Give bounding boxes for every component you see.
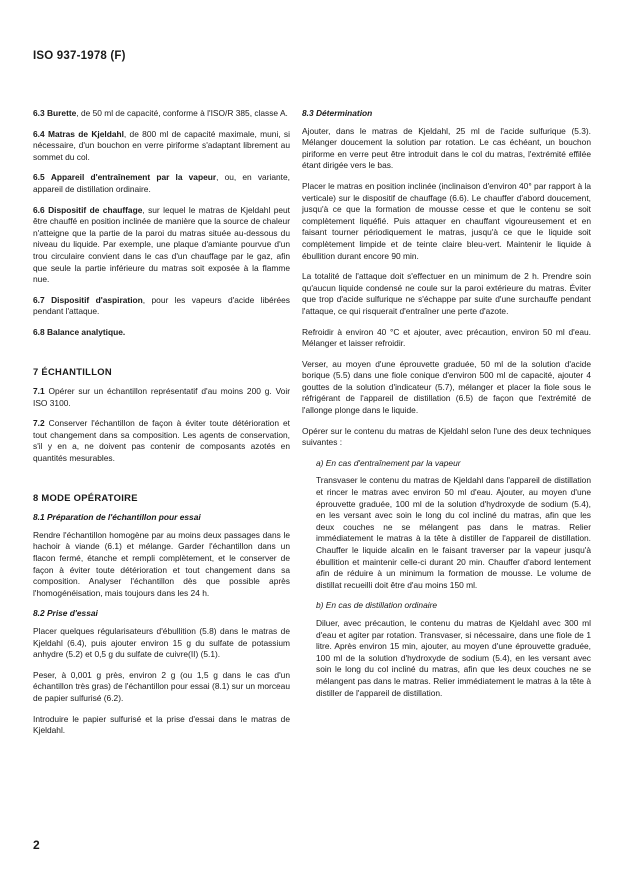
clause-number: 6.6 xyxy=(33,204,45,215)
clause-title: Dispositif d'aspiration xyxy=(51,294,143,305)
page-header: ISO 937-1978 (F) xyxy=(33,50,126,62)
clause-title: Burette xyxy=(46,108,77,118)
clause-text: , de 50 ml de capacité, conforme à l'ISO/R 385, classe A. xyxy=(76,108,288,118)
paragraph-8-3-2: Placer le matras en position inclinée (inclinaison d'environ 40° par rapport à la verticale) sur le dispositif de chauffage (6.6). Le chauffer d'abord doucement, jusqu'à ce que la formation de mousse cesse et que le contenu se soit complètement liquéfié. Puis attaquer en chauffant vigoureusement et en faisant tourner périodiquement le matras, jusqu'à ce que le liquide soit complètement limpide et de teinte claire bleu-vert. Maintenir le liquide à ébullition durant encore 90 min. xyxy=(302,180,591,261)
paragraph-8-3-3: La totalité de l'attaque doit s'effectuer en un minimum de 2 h. Prendre soin qu'aucun liquide condensé ne coule sur la paroi extérieure du matras. Éviter que trop d'acide sulfurique ne s'échappe par suite d'une surchauffe pendant l'attaque, ce qui risquerait d'entraîner une perte d'azote. xyxy=(302,271,591,316)
clause-number: 6.8 xyxy=(33,326,45,337)
clause-number: 7.1 xyxy=(33,386,45,397)
clause-text: , de 800 ml de capacité maximale, muni, si nécessaire, d'un bouchon en verre piriforme s'adaptant librement au sommet du col. xyxy=(33,128,290,162)
clause-text: , pour les vapeurs d'acide libérées pendant l'attaque. xyxy=(33,294,290,317)
section-heading-8: 8 MODE OPÉRATOIRE xyxy=(33,491,138,503)
clause-title: Balance analytique. xyxy=(46,326,126,337)
clause-text: , ou, en variante, appareil de distillation ordinaire. xyxy=(33,172,290,194)
paragraph-8-3-5: Verser, au moyen d'une éprouvette graduée, 50 ml de la solution d'acide borique (5.5) dans une fiole conique d'environ 500 ml de capacité, ajouter 4 gouttes de la solution d'indicateur (5.7), mélanger et placer la fiole sous le réfrigérant de l'appareil de distillation (6.5) de façon que l'extrémité de l'allonge plonge dans le liquide. xyxy=(302,358,591,416)
option-a-text: Transvaser le contenu du matras de Kjeldahl dans l'appareil de distillation et rincer le matras avec environ 50 ml d'eau. Ajouter, au moyen d'une éprouvette graduée, 100 ml de la solution d'hydroxyde de sodium (5.4), en les versant avec soin le long du col incliné du matras, afin que les deux couches ne se mélangent pas dans le matras. Relier immédiatement le matras à la tête à distiller de l'appareil de distillation. Chauffer le liquide alcalin en le faisant traverser par la vapeur jusqu'à ébullition et maintenir celle-ci durant 20 min. Chauffer d'abord lentement afin de réduire à un minimum la formation de mousse. Le volume de distillat recueilli doit être d'au moins 150 ml. xyxy=(316,475,591,590)
subsection-heading-8-1: 8.1 Préparation de l'échantillon pour essai xyxy=(33,512,201,523)
clause-text: Opérer sur un échantillon représentatif d'au moins 200 g. Voir ISO 3100. xyxy=(33,386,290,408)
clause-number: 6.3 xyxy=(33,108,45,118)
paragraph-7-2 xyxy=(33,418,290,464)
clause-title: Matras de Kjeldahl xyxy=(47,128,124,139)
subsection-heading-8-3: 8.3 Détermination xyxy=(302,108,373,118)
clause-text: , sur lequel le matras de Kjeldahl peut être chauffé en position inclinée de manière que la source de chaleur n'atteigne que la partie de la paroi du matras située au-dessous du niveau du liquide. Par exemple, une plaque d'amiante pourvue d'un trou circulaire convient dans le cas d'un chauffage par le gaz, afin que seule la partie inférieure du matras soit exposée à la flamme nue. xyxy=(33,204,291,285)
clause-text: Conserver l'échantillon de façon à éviter toute détérioration et tout changement dans sa composition. Les agents de conservation, s'il y en a, ne doivent pas contenir de composants azotés en quantités mesurables. xyxy=(33,418,290,464)
paragraph-7-1 xyxy=(33,386,290,409)
page-number: 2 xyxy=(33,838,40,852)
clause-number: 7.2 xyxy=(33,418,45,429)
paragraph-8-2-a: Placer quelques régularisateurs d'ébullition (5.8) dans le matras de Kjeldahl (6.4), puis ajouter environ 15 g du sulfate de potassium anhydre (5.2) et 0,5 g du sulfate de cuivre(II) (5.1). xyxy=(33,626,290,660)
paragraph-8-3-1: Ajouter, dans le matras de Kjeldahl, 25 ml de l'acide sulfurique (5.3). Mélanger doucement la solution par rotation. Le cas échéant, un bouchon piriforme en verre peut être introduit dans le col du matras, l'extrémité effilée étant dirigée vers le bas. xyxy=(302,125,591,171)
section-heading-7: 7 ÉCHANTILLON xyxy=(33,365,112,377)
paragraph-8-1: Rendre l'échantillon homogène par au moins deux passages dans le hachoir à viande (6.1) et mélange. Garder l'échantillon dans un flacon fermé, étanche et rempli complètement, et le conserver de façon à éviter toute détérioration et tout changement dans sa composition. Analyser l'échantillon dès que possible après l'homogénéisation, mais toujours dans les 24 h. xyxy=(33,529,290,598)
option-b-heading: b) En cas de distillation ordinaire xyxy=(316,600,438,611)
paragraph-8-3-6: Opérer sur le contenu du matras de Kjeldahl selon l'une des deux techniques suivantes : xyxy=(302,425,591,448)
right-column xyxy=(302,108,591,708)
subsection-heading-8-2: 8.2 Prise d'essai xyxy=(33,608,98,619)
paragraph-6-8 xyxy=(33,327,290,339)
paragraph-8-3-4: Refroidir à environ 40 °C et ajouter, avec précaution, environ 50 ml d'eau. Mélanger et laisser refroidir. xyxy=(302,326,591,349)
paragraph-6-7 xyxy=(33,295,290,318)
clause-number: 6.7 xyxy=(33,294,45,305)
clause-number: 6.4 xyxy=(33,128,45,139)
option-b-text: Diluer, avec précaution, le contenu du matras de Kjeldahl avec 300 ml d'eau et agiter par rotation. Transvaser, si nécessaire, dans une fiole de 1 litre. Après environ 15 min, ajouter, au moyen d'une éprouvette graduée, 100 ml de la solution d'hydroxyde de sodium (5.4), en les versant avec soin le long du col incliné du matras, afin que les deux couches ne se mélangent pas dans le matras. Relier immédiatement le matras à la tête à distiller de l'appareil de distillation. xyxy=(316,617,591,698)
clause-number: 6.5 xyxy=(33,172,45,183)
paragraph-6-6 xyxy=(33,205,290,286)
paragraph-6-4 xyxy=(33,129,290,164)
paragraph-6-5 xyxy=(33,172,290,195)
clause-title: Dispositif de chauffage xyxy=(48,204,143,215)
paragraph-6-3 xyxy=(33,108,290,120)
option-a-heading: a) En cas d'entraînement par la vapeur xyxy=(316,457,461,468)
left-column xyxy=(33,108,290,746)
paragraph-8-2-b: Peser, à 0,001 g près, environ 2 g (ou 1,5 g dans le cas d'un échantillon très gras) de l'échantillon pour essai (8.1) sur un morceau de papier sulfurisé (6.2). xyxy=(33,669,290,703)
clause-title: Appareil d'entraînement par la vapeur xyxy=(50,172,217,183)
paragraph-8-2-c: Introduire le papier sulfurisé et la prise d'essai dans le matras de Kjeldahl. xyxy=(33,713,290,736)
